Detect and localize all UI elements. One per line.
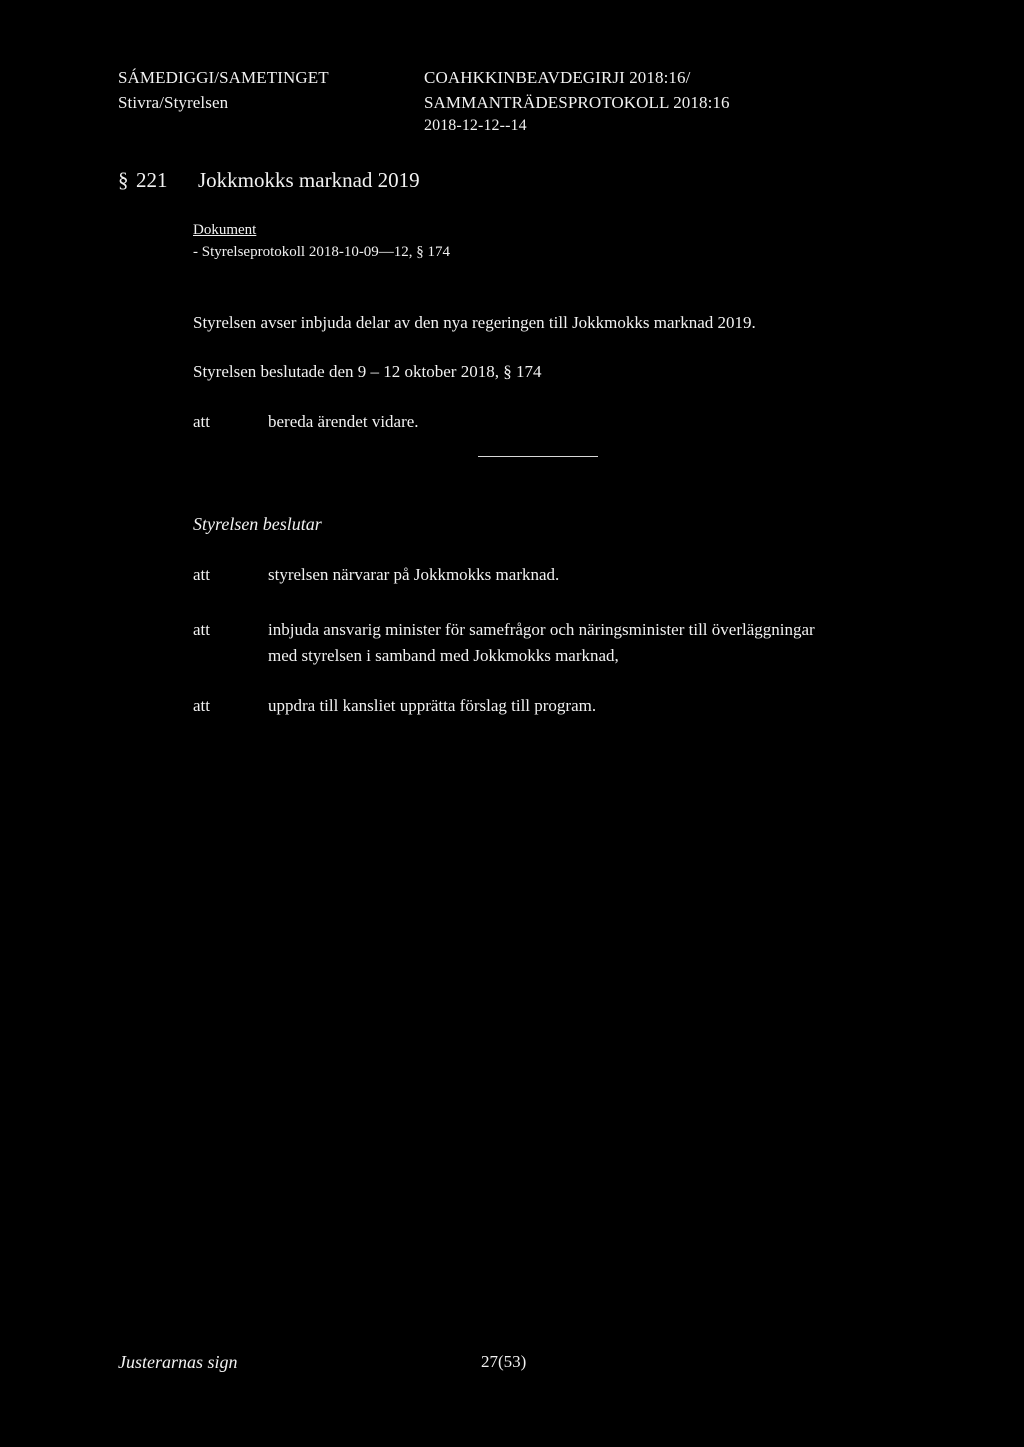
- previous-decision-item: bereda ärendet vidare.: [268, 412, 419, 431]
- header-organization: SÁMEDIGGI/SAMETINGET: [118, 68, 329, 87]
- previous-decision-paragraph: Styrelsen beslutade den 9 – 12 oktober 2018, § 174: [193, 362, 542, 381]
- header-protocol-sami: COAHKKINBEAVDEGIRJI 2018:16/: [424, 68, 691, 87]
- att-prefix: att: [193, 565, 210, 584]
- header-date: 2018-12-12--14: [424, 117, 527, 134]
- background-paragraph: Styrelsen avser inbjuda delar av den nya regeringen till Jokkmokks marknad 2019.: [193, 313, 756, 332]
- decision-heading: Styrelsen beslutar: [193, 514, 322, 534]
- att-prefix: att: [193, 696, 210, 715]
- paragraph-symbol: §: [118, 168, 129, 192]
- section-title: Jokkmokks marknad 2019: [198, 168, 420, 192]
- header-body: Stivra/Styrelsen: [118, 93, 229, 112]
- divider-rule: [478, 456, 598, 457]
- signature-label: Justerarnas sign: [118, 1352, 238, 1372]
- att-prefix: att: [193, 620, 210, 639]
- section-heading: [118, 168, 420, 193]
- att-prefix: att: [193, 412, 210, 431]
- documents-label: Dokument: [193, 222, 257, 238]
- page-number: 27(53): [481, 1352, 527, 1371]
- decision-item: uppdra till kansliet upprätta förslag till program.: [268, 696, 597, 715]
- decision-item-continuation: med styrelsen i samband med Jokkmokks marknad,: [268, 646, 619, 665]
- header-protocol-swedish: SAMMANTRÄDESPROTOKOLL 2018:16: [424, 93, 730, 112]
- decision-item: inbjuda ansvarig minister för samefrågor och näringsminister till överläggningar: [268, 620, 815, 639]
- decision-item: styrelsen närvarar på Jokkmokks marknad.: [268, 565, 560, 584]
- section-number: 221: [136, 168, 168, 192]
- document-reference: - Styrelseprotokoll 2018-10-09—12, § 174: [193, 244, 451, 260]
